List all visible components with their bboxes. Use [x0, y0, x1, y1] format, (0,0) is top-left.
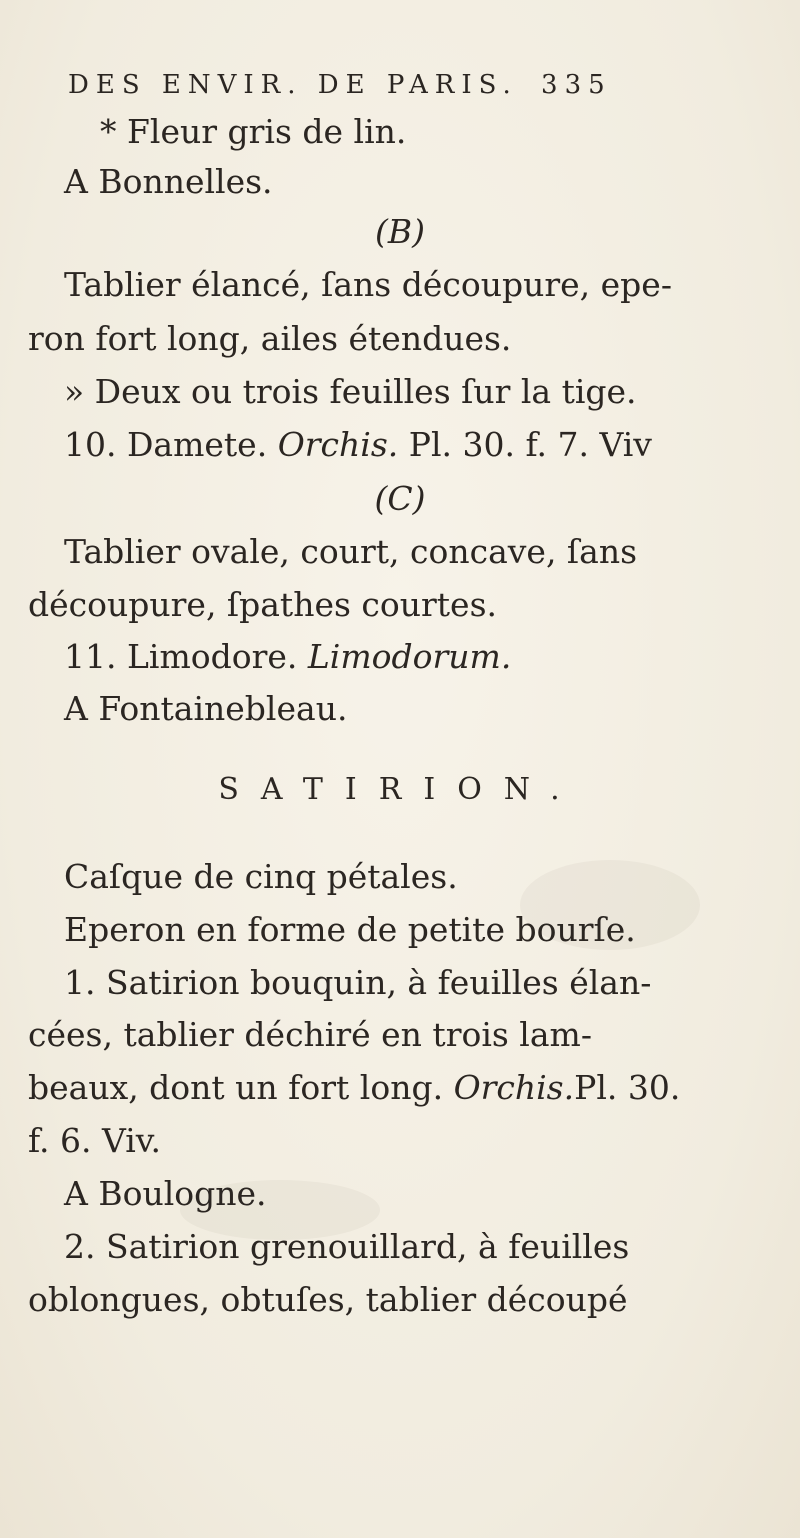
text-line: [28, 1068, 681, 1107]
section-marker-c: (C): [374, 479, 426, 518]
text-line: A Bonnelles.: [64, 162, 273, 201]
text-line: ron fort long, ailes étendues.: [28, 319, 512, 358]
text-line: [64, 637, 512, 676]
text-line: A Fontainebleau.: [64, 689, 348, 728]
text-line: Tablier élancé, ſans découpure, epe-: [64, 265, 672, 304]
text-line: 1. Satirion bouquin, à feuilles élan-: [64, 963, 652, 1002]
text-line: [64, 425, 652, 464]
plate-reference: Pl. 30.: [574, 1068, 681, 1107]
text-line: Tablier ovale, court, concave, ſans: [64, 532, 638, 571]
latin-name: Orchis.: [453, 1068, 575, 1107]
running-header: [68, 70, 628, 100]
text-line: découpure, ſpathes courtes.: [28, 585, 497, 624]
section-heading: SATIRION.: [218, 772, 582, 807]
text-line: * Fleur gris de lin.: [100, 112, 407, 151]
text-line: f. 6. Viv.: [28, 1121, 162, 1160]
text-line: Eperon en forme de petite bourſe.: [64, 910, 636, 949]
text-line: » Deux ou trois feuilles ſur la tige.: [64, 372, 637, 411]
text-line: A Boulogne.: [64, 1174, 267, 1213]
section-marker-b: (B): [375, 212, 425, 251]
plate-reference: Pl. 30. f. 7. Viv: [408, 425, 652, 464]
text-line: Caſque de cinq pétales.: [64, 857, 458, 896]
description-text: beaux, dont un fort long.: [28, 1068, 444, 1107]
latin-name: Limodorum.: [307, 637, 512, 676]
latin-name: Orchis.: [277, 425, 399, 464]
species-name: 11. Limodore.: [64, 637, 298, 676]
text-line: oblongues, obtuſes, tablier découpé: [28, 1280, 628, 1319]
text-line: cées, tablier déchiré en trois lam-: [28, 1015, 592, 1054]
species-name: 10. Damete.: [64, 425, 268, 464]
page-number: 335: [541, 70, 612, 100]
text-line: 2. Satirion grenouillard, à feuilles: [64, 1227, 630, 1266]
running-title: DES ENVIR. DE PARIS.: [68, 70, 518, 100]
